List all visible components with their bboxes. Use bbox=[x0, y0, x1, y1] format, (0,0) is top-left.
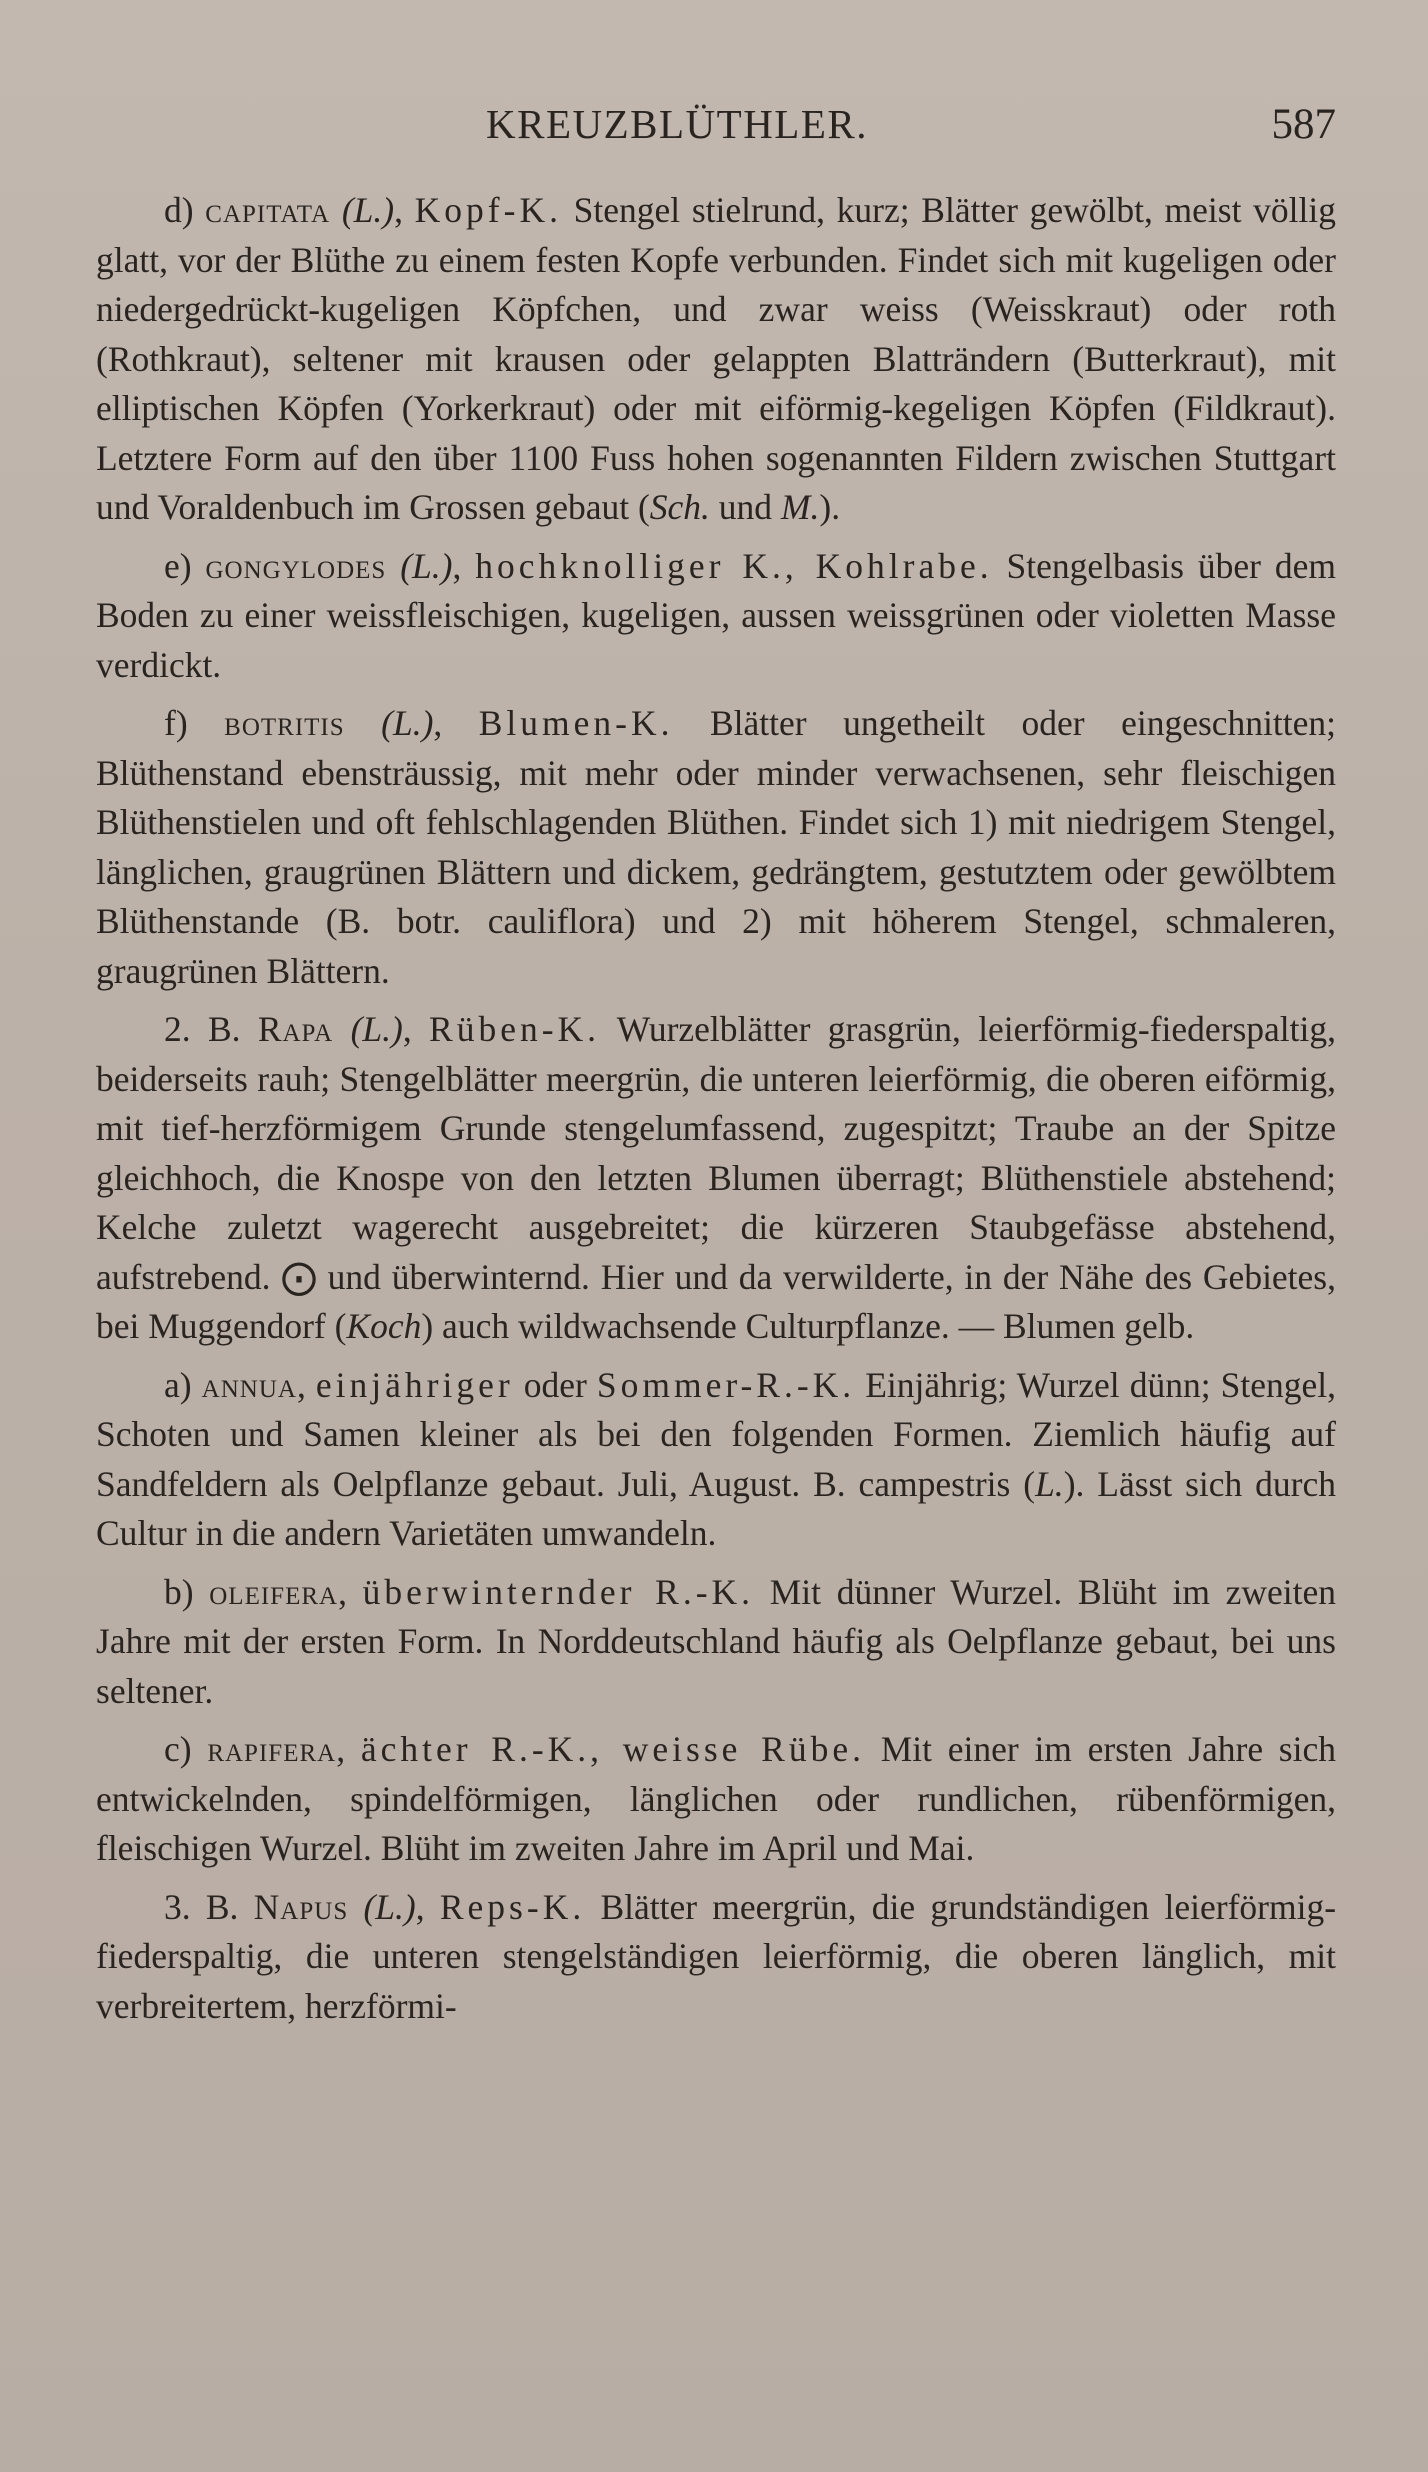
author-citation: (L.) bbox=[381, 703, 434, 743]
german-name: Sommer-R.-K. bbox=[596, 1364, 856, 1405]
item-label: e) bbox=[164, 545, 206, 586]
german-name: ächter R.-K., weisse Rübe. bbox=[360, 1729, 865, 1769]
description: Einjährig; Wurzel dünn; Stengel, Schoten und Samen kleiner als bei den folgenden Formen. Ziemlich häufig auf Sandfeldern als Oelpflanze gebaut. Juli, August. B. campestris ( bbox=[96, 1364, 1337, 1504]
german-name: Kopf-K. bbox=[414, 190, 562, 230]
source-citation: Koch bbox=[346, 1306, 422, 1346]
german-name: einjähriger bbox=[315, 1364, 514, 1405]
author-citation: L. bbox=[1035, 1463, 1064, 1504]
author-citation: (L.) bbox=[363, 1886, 416, 1927]
description: Mit dünner Wurzel. Blüht im zweiten Jahre mit der ersten Form. In Norddeutschland häufig als Oelpflanze gebaut, bei uns seltener. bbox=[96, 1571, 1337, 1711]
item-label: b) bbox=[164, 1571, 210, 1612]
description: Stengelbasis über dem Boden zu einer weissfleischigen, kugeligen, aussen weissgrünen oder violetten Masse verdickt. bbox=[96, 545, 1336, 685]
item-label: 3. B. bbox=[164, 1886, 254, 1927]
paragraph-capitata: d) capitata (L.), Kopf-K. Stengel stielrund, kurz; Blätter gewölbt, meist völlig glatt, vor der Blüthe zu einem festen Kopfe verbunden. Findet sich mit kugeligen oder niedergedrückt-kugeligen Köpfchen, und zwar weiss (Weisskraut) oder roth (Rothkraut), seltener mit krausen oder gelappten Blatträndern (Butterkraut), mit elliptischen Köpfen (Yorkerkraut) oder mit eiförmig-kegeligen Köpfen (Fildkraut). Letztere Form auf den über 1100 Fuss hohen sogenannten Fildern zwischen Stuttgart und Voraldenbuch im Grossen gebaut (Sch. und M.). bbox=[96, 190, 1336, 527]
item-label: d) bbox=[164, 190, 206, 230]
paragraph-oleifera: b) oleifera, überwinternder R.-K. Mit dünner Wurzel. Blüht im zweiten Jahre mit der ersten Form. In Norddeutschland häufig als Oelpflanze gebaut, bei uns seltener. bbox=[96, 1571, 1337, 1711]
item-label: a) bbox=[164, 1364, 202, 1405]
paragraph-rapifera: c) rapifera, ächter R.-K., weisse Rübe. Mit einer im ersten Jahre sich entwickelnden, spindelförmigen, länglichen oder rundlichen, rübenförmigen, fleischigen Wurzel. Blüht im zweiten Jahre im April und Mai. bbox=[96, 1729, 1336, 1868]
german-name: hochknolliger K., Kohlrabe. bbox=[475, 545, 993, 586]
page-body bbox=[96, 186, 1336, 2040]
description: Stengel stielrund, kurz; Blätter gewölbt, meist völlig glatt, vor der Blüthe zu einem festen Kopfe verbunden. Findet sich mit kugeligen oder niedergedrückt-kugeligen Köpfchen, und zwar weiss (Weisskraut) oder roth (Rothkraut), seltener mit krausen oder gelappten Blatträndern (Butterkraut), mit elliptischen Köpfen (Yorkerkraut) oder mit eiförmig-kegeligen Köpfen (Fildkraut). Letztere Form auf den über 1100 Fuss hohen sogenannten Fildern zwischen Stuttgart und Voraldenbuch im Grossen gebaut ( bbox=[96, 190, 1336, 527]
author-citation: (L.) bbox=[350, 1009, 403, 1049]
running-title: KREUZBLÜTHLER. bbox=[486, 101, 868, 147]
item-label: 2. B. bbox=[164, 1009, 258, 1049]
paragraph-annua: a) annua, einjähriger oder Sommer-R.-K. Einjährig; Wurzel dünn; Stengel, Schoten und Samen kleiner als bei den folgenden Formen. Ziemlich häufig auf Sandfeldern als Oelpflanze gebaut. Juli, August. B. campestris (L.). Lässt sich durch Cultur in die andern Varietäten umwandeln. bbox=[96, 1364, 1337, 1553]
page-header bbox=[96, 100, 1336, 160]
latin-name: Rapa bbox=[257, 1009, 334, 1049]
german-name: Blumen-K. bbox=[478, 703, 674, 743]
german-name: Reps-K. bbox=[439, 1886, 586, 1927]
description: Wurzelblätter grasgrün, leierförmig-fiederspaltig, beiderseits rauh; Stengelblätter meergrün, die unteren leierförmig, die oberen eiförmig, mit tief-herzförmigem Grunde stengelumfassend, zugespitzt; Traube an der Spitze gleichhoch, die Knospe von den letzten Blumen überragt; Blüthenstiele abstehend; Kelche zuletzt wagerecht ausgebreitet; die kürzeren Staubgefässe abstehend, aufstrebend. ⨀ und überwinternd. Hier und da verwilderte, in der Nähe des Gebietes, bei Muggendorf ( bbox=[96, 1009, 1336, 1346]
paragraph-rapa: 2. B. Rapa (L.), Rüben-K. Wurzelblätter grasgrün, leierförmig-fiederspaltig, beiderseits rauh; Stengelblätter meergrün, die unteren leierförmig, die oberen eiförmig, mit tief-herzförmigem Grunde stengelumfassend, zugespitzt; Traube an der Spitze gleichhoch, die Knospe von den letzten Blumen überragt; Blüthenstiele abstehend; Kelche zuletzt wagerecht ausgebreitet; die kürzeren Staubgefässe abstehend, aufstrebend. ⨀ und überwinternd. Hier und da verwilderte, in der Nähe des Gebietes, bei Muggendorf (Koch) auch wildwachsende Culturpflanze. — Blumen gelb. bbox=[96, 1009, 1336, 1346]
item-label: c) bbox=[164, 1729, 208, 1769]
author-citation: (L.) bbox=[400, 545, 453, 586]
latin-name: rapifera bbox=[207, 1729, 337, 1769]
description: Mit einer im ersten Jahre sich entwickelnden, spindelförmigen, länglichen oder rundlichen, rübenförmigen, fleischigen Wurzel. Blüht im zweiten Jahre im April und Mai. bbox=[96, 1729, 1336, 1868]
german-name: überwinternder R.-K. bbox=[362, 1571, 755, 1612]
author-citation: (L.) bbox=[341, 190, 395, 230]
latin-name: gongylodes bbox=[205, 545, 387, 586]
page-number: 587 bbox=[1271, 101, 1336, 148]
latin-name: annua bbox=[201, 1364, 297, 1405]
item-label: f) bbox=[164, 703, 225, 743]
latin-name: Napus bbox=[253, 1886, 349, 1927]
paragraph-gongylodes: e) gongylodes (L.), hochknolliger K., Kohlrabe. Stengelbasis über dem Boden zu einer weissfleischigen, kugeligen, aussen weissgrünen oder violetten Masse verdickt. bbox=[96, 545, 1336, 685]
paragraph-napus: 3. B. Napus (L.), Reps-K. Blätter meergrün, die grundständigen leierförmig-fiederspaltig, die unteren stengelständigen leierförmig, die oberen länglich, mit verbreitertem, herzförmi- bbox=[96, 1886, 1337, 2026]
latin-name: oleifera bbox=[209, 1571, 339, 1612]
latin-name: botritis bbox=[224, 703, 345, 743]
latin-name: capitata bbox=[205, 190, 331, 230]
paragraph-botritis: f) botritis (L.), Blumen-K. Blätter ungetheilt oder eingeschnitten; Blüthenstand ebensträussig, mit mehr oder minder verwachsenen, sehr fleischigen Blüthenstielen und oft fehlschlagenden Blüthen. Findet sich 1) mit niedrigem Stengel, länglichen, graugrünen Blättern und dickem, gedrängtem, gestutztem oder gewölbtem Blüthenstande (B. botr. cauliflora) und 2) mit höherem Stengel, schmaleren, graugrünen Blättern. bbox=[96, 703, 1336, 991]
german-name: Rüben-K. bbox=[429, 1009, 601, 1049]
source-citation: Sch. bbox=[649, 487, 710, 527]
description: Blätter ungetheilt oder eingeschnitten; Blüthenstand ebensträussig, mit mehr oder minder verwachsenen, sehr fleischigen Blüthenstielen und oft fehlschlagenden Blüthen. Findet sich 1) mit niedrigem Stengel, länglichen, graugrünen Blättern und dickem, gedrängtem, gestutztem oder gewölbtem Blüthenstande (B. botr. cauliflora) und 2) mit höherem Stengel, schmaleren, graugrünen Blättern. bbox=[96, 703, 1336, 991]
source-citation: M. bbox=[780, 487, 820, 527]
description: Blätter meergrün, die grundständigen leierförmig-fiederspaltig, die unteren stengelständigen leierförmig, die oberen länglich, mit verbreitertem, herzförmi- bbox=[96, 1886, 1337, 2026]
